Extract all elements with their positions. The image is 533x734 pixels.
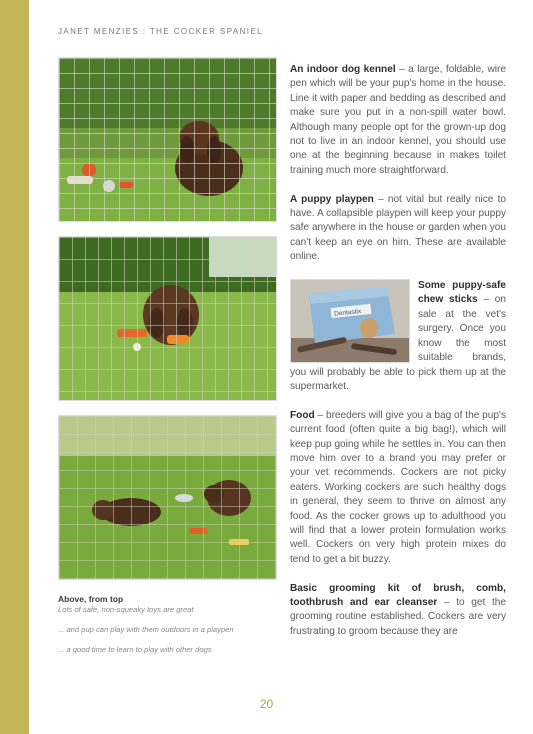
paragraph-body: – not vital but really nice to have. A collapsible playpen will keep your puppy safe anywhere in the house or garden when you can't keep an eye on him. These are available online.	[290, 193, 506, 263]
caption-line-1: Lots of safe, non-squeaky toys are great	[58, 605, 194, 614]
paragraph-food	[290, 409, 506, 567]
paragraph-indoor-kennel	[290, 63, 506, 178]
paragraph-lead: A puppy playpen	[290, 193, 374, 205]
paragraph-body: – breeders will give you a bag of the pup's current food (often quite a big bag!), which will keep pup going while he settles in. You can then move him over to a brand you may prefer or your vet recommends. Cockers are not picky eaters. Working cockers are such healthy dogs in general, they seem to thrive on almost any food. As the cocker grows up to adulthood you will find that a lower protein formulation works well. Cockers on very high protein mixes do tend to get a bit buzzy.	[290, 409, 506, 565]
running-head: JANET MENZIES : THE COCKER SPANIEL	[58, 27, 263, 36]
photo-puppy-in-playpen	[58, 236, 277, 401]
paragraph-lead: An indoor dog kennel	[290, 64, 396, 75]
paragraph-body: – on sale at the vet's surgery. Once you know the most suitable brands, you will probably be able to pick them up at the supermarket.	[290, 294, 507, 392]
body-text-column	[290, 63, 506, 654]
photo-two-puppies-playing	[58, 415, 277, 580]
paragraph-grooming-kit	[290, 582, 506, 640]
page-number: 20	[259, 697, 274, 711]
paragraph-lead: Basic grooming kit of brush, comb, toothbrush and ear cleanser	[290, 582, 506, 608]
paragraph-puppy-playpen	[290, 193, 506, 265]
photo-chew-sticks-box	[290, 279, 410, 363]
caption-heading: Above, from top	[58, 594, 124, 604]
paragraph-body: – to get the grooming routine established. Cockers are very frustrating to groom because they are	[290, 596, 506, 637]
paragraph-lead: Some puppy-safe chew sticks	[418, 280, 506, 306]
caption-line-2: ... and pup can play with them outdoors in a playpen	[58, 625, 234, 634]
photo-captions	[58, 594, 288, 665]
page-spine-band	[0, 0, 29, 734]
photo-puppy-in-kennel	[58, 57, 277, 222]
paragraph-body: – a large, foldable, wire pen which will be your pup's home in the house. Line it with paper and bedding as described and make sure you put in a non-spill water bowl. Although many people opt for the grown-up dog not to live in an indoor kennel, you should use one at the beginning because in makes toilet training much more straightforward.	[290, 64, 506, 176]
paragraph-lead: Food	[290, 409, 315, 421]
caption-line-3: ... a good time to learn to play with other dogs	[58, 645, 212, 654]
chew-box-label: Dentastix	[333, 308, 362, 318]
